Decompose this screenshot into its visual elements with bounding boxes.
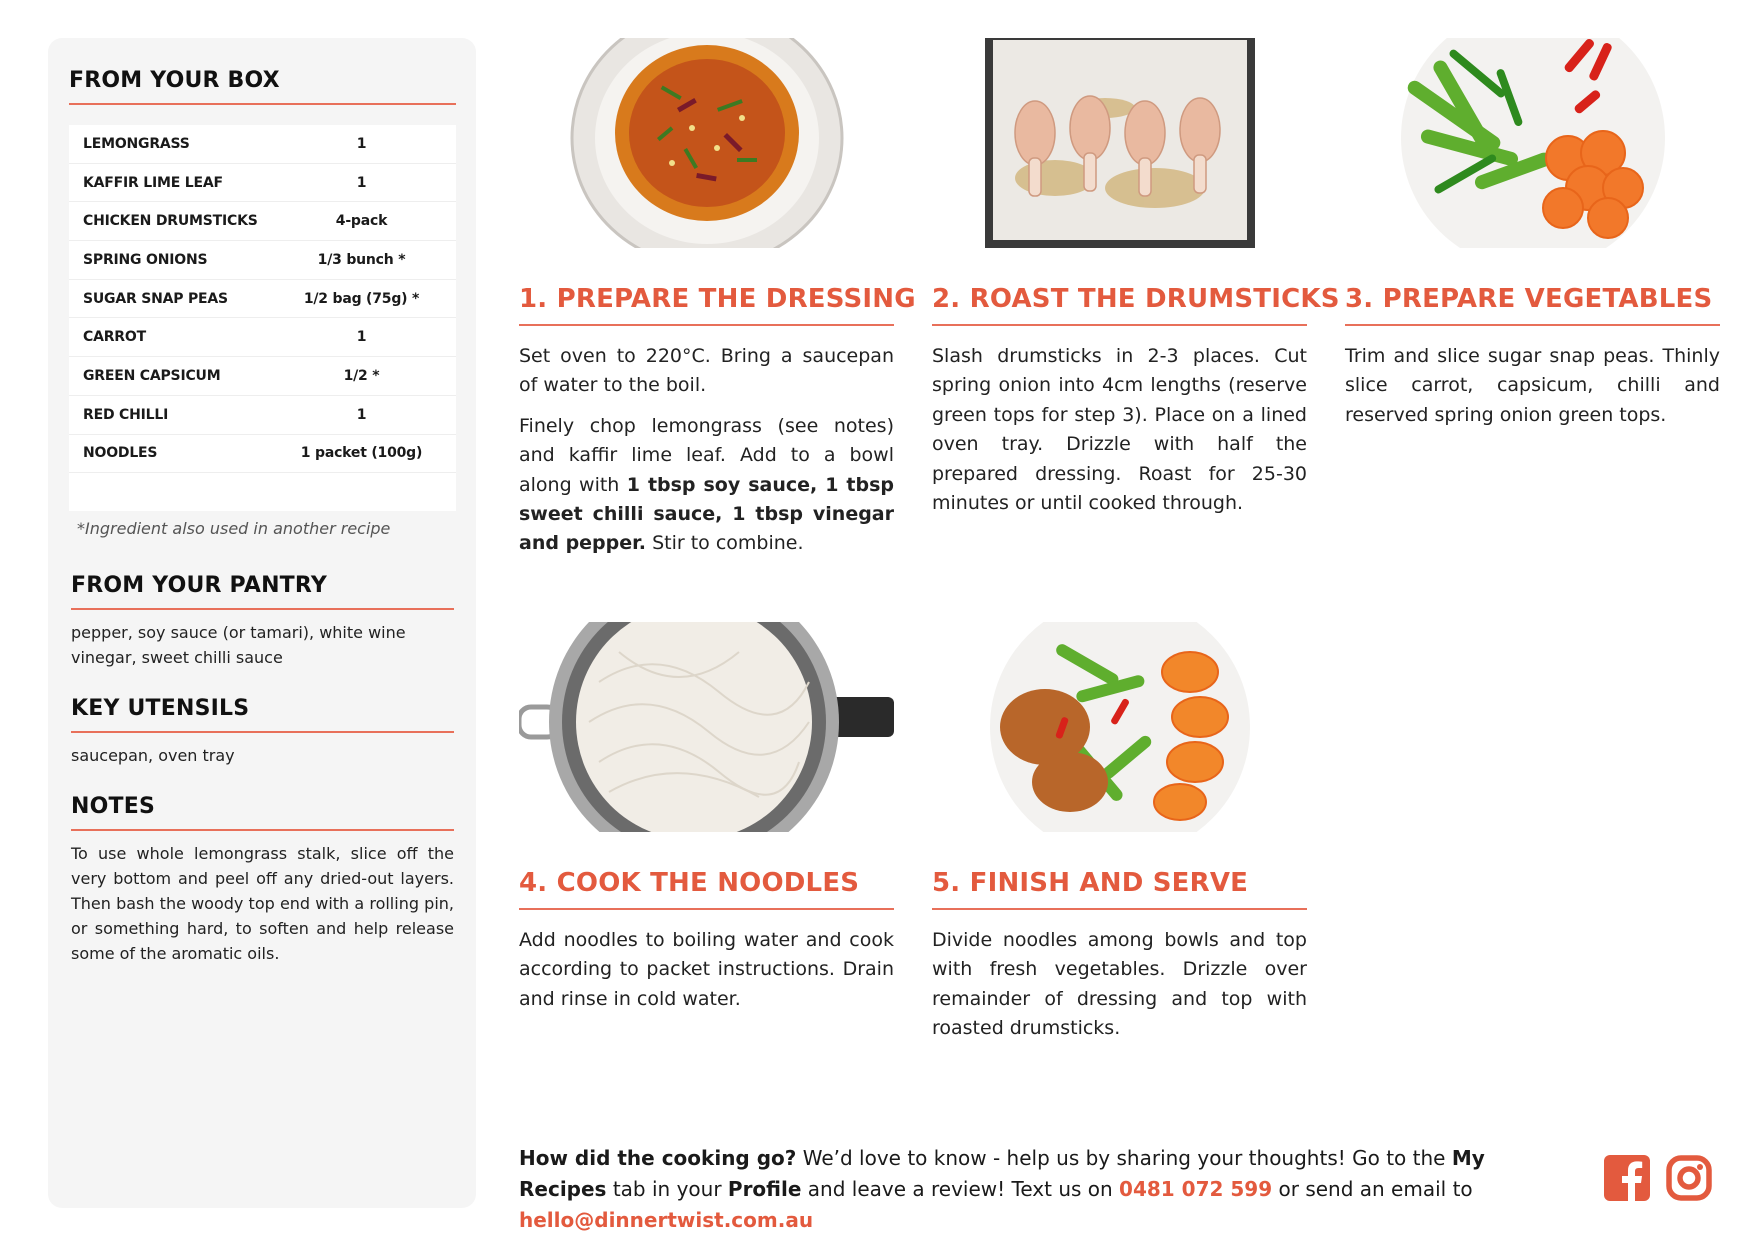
step-divider [1345,324,1720,326]
facebook-icon[interactable] [1604,1155,1650,1205]
step-5 [932,622,1307,1055]
step-text: Finely chop lemongrass (see notes) and kaffir lime leaf. Add to a bowl along with [519,414,894,496]
step-body [519,342,894,559]
table-row [69,435,456,474]
feedback-question: How did the cooking go? [519,1146,797,1170]
table-row [69,125,456,164]
step-divider [932,908,1307,910]
ingredients-table [69,125,456,511]
dressing-bowl-photo [519,38,894,248]
ingredient-name: CHICKEN DRUMSTICKS [83,213,258,230]
ingredient-name: RED CHILLI [83,406,169,423]
notes-text: To use whole lemongrass stalk, slice off the very bottom and peel off any dried-out layers. Then bash the woody top end with a rolling pin, or something hard, to soften and help release some of the aromatic oils. [71,844,454,963]
section-divider [69,103,456,105]
ingredient-name: CARROT [83,329,146,346]
feedback-footer [519,1143,1579,1236]
pantry-text: pepper, soy sauce (or tamari), white wine vinegar, sweet chilli sauce [71,623,406,667]
ingredient-name: LEMONGRASS [83,135,190,152]
table-row [69,357,456,396]
step-body [932,342,1307,518]
table-row [69,202,456,241]
ingredient-name: GREEN CAPSICUM [83,367,221,384]
step-paragraph: Add noodles to boiling water and cook according to packet instructions. Drain and rinse in cold water. [519,929,894,1010]
table-row [69,241,456,280]
footer-text: tab in your [606,1177,728,1201]
step-paragraph [519,412,894,559]
step-2 [932,38,1340,529]
ingredient-name: NOODLES [83,445,158,462]
instagram-icon[interactable] [1666,1155,1712,1205]
ingredient-footnote: *Ingredient also used in another recipe [77,519,391,538]
step-body [1345,342,1720,430]
step-body [519,926,894,1014]
step-divider [519,908,894,910]
ingredient-qty: 1 [356,174,367,191]
utensils-section [71,696,454,768]
ingredient-qty: 1 packet (100g) [300,445,423,462]
ingredient-name: SUGAR SNAP PEAS [83,290,228,307]
ingredient-qty: 1/2 * [343,367,380,384]
utensils-title: KEY UTENSILS [71,696,250,721]
section-divider [71,731,454,733]
pantry-section [71,573,454,670]
ingredient-qty: 1/3 bunch * [317,251,406,268]
step-paragraph: Divide noodles among bowls and top with fresh vegetables. Drizzle over remainder of dressing and top with roasted drumsticks. [932,929,1307,1040]
ingredient-qty: 1 [356,135,367,152]
step-text-bold: 1 tbsp soy sauce, 1 tbsp sweet chilli sauce, 1 tbsp vinegar and pepper. [519,473,894,555]
step-4 [519,622,894,1025]
step-paragraph: Slash drumsticks in 2-3 places. Cut spring onion into 4cm lengths (reserve green tops for step 3). Place on a lined oven tray. Drizzle with half the prepared dressing. Roast for 25-30 minutes or until cooked through. [932,345,1307,515]
footer-text: or send an email to [1272,1177,1473,1201]
ingredient-name: SPRING ONIONS [83,251,208,268]
pantry-title: FROM YOUR PANTRY [71,573,327,598]
section-divider [71,608,454,610]
ingredient-qty: 1/2 bag (75g) * [303,290,420,307]
notes-title: NOTES [71,794,155,819]
utensils-text: saucepan, oven tray [71,746,235,765]
finished-dish-photo [932,622,1307,832]
step-title: 2. ROAST THE DRUMSTICKS [932,284,1340,314]
footer-text: and leave a review! Text us on [801,1177,1120,1201]
step-title: 5. FINISH AND SERVE [932,868,1249,898]
table-row [69,164,456,203]
vegetables-plate-photo [1345,38,1720,248]
step-1 [519,38,916,570]
step-divider [519,324,894,326]
step-3 [1345,38,1720,441]
ingredients-sidebar [48,38,476,1208]
from-your-box-title: FROM YOUR BOX [69,68,280,93]
ingredient-qty: 1 [356,329,367,346]
profile-label: Profile [727,1177,802,1201]
step-title: 4. COOK THE NOODLES [519,868,860,898]
phone-link[interactable]: 0481 072 599 [1119,1177,1273,1201]
table-row [69,318,456,357]
step-paragraph: Trim and slice sugar snap peas. Thinly slice carrot, capsicum, chilli and reserved spring onion green tops. [1345,345,1720,426]
noodles-colander-photo [519,622,894,832]
my-recipes-label: My Recipes [519,1146,1485,1201]
email-link[interactable]: hello@dinnertwist.com.au [519,1208,814,1232]
step-title: 1. PREPARE THE DRESSING [519,284,916,314]
drumsticks-tray-photo [932,38,1307,248]
step-paragraph: Set oven to 220°C. Bring a saucepan of water to the boil. [519,345,894,397]
section-divider [71,829,454,831]
table-row [69,396,456,435]
ingredient-qty: 4-pack [335,213,388,230]
step-body [932,926,1307,1044]
footer-text: We’d love to know - help us by sharing your thoughts! Go to the [796,1146,1452,1170]
step-title: 3. PREPARE VEGETABLES [1345,284,1713,314]
step-text: Stir to combine. [646,532,804,555]
table-row [69,280,456,319]
step-divider [932,324,1307,326]
ingredient-name: KAFFIR LIME LEAF [83,174,223,191]
notes-section [71,794,454,966]
ingredient-qty: 1 [356,406,367,423]
